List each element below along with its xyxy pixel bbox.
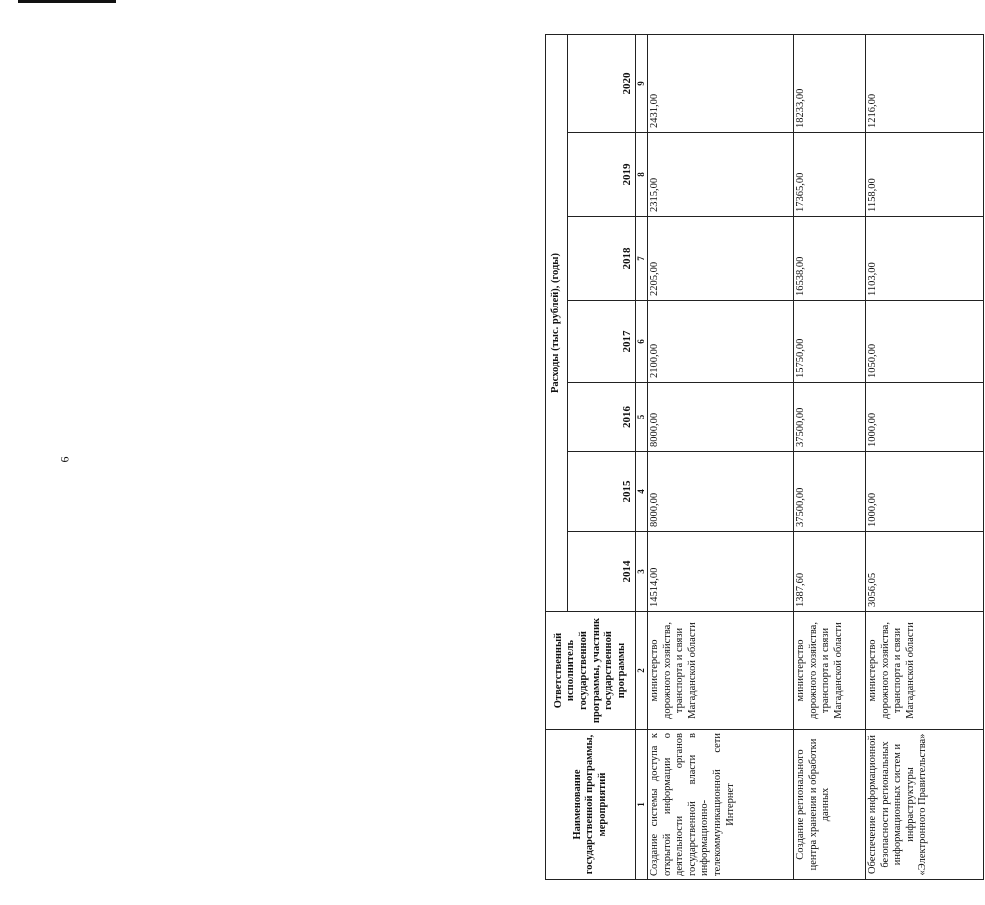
- value-cell: 3056,05: [866, 532, 984, 612]
- col-number: 1: [636, 730, 648, 880]
- row-executor: министерство дорожного хозяйства, транспорта и связи Магаданской области: [794, 612, 866, 730]
- value-cell: 1000,00: [866, 452, 984, 532]
- row-name: Обеспечение информационной безопасности региональных информационных систем и инфраструктуры «Электронного Правительства»: [866, 730, 984, 880]
- value-cell: 2205,00: [648, 217, 794, 301]
- header-year-2015: 2015: [568, 452, 636, 532]
- row-name: Создание системы доступа к открытой информации о деятельности органов государственной власти в информационно-телекоммуникационной сети Интернет: [648, 730, 794, 880]
- value-cell: 1387,60: [794, 532, 866, 612]
- value-cell: 8000,00: [648, 383, 794, 452]
- value-cell: 16538,00: [794, 217, 866, 301]
- header-year-2016: 2016: [568, 383, 636, 452]
- header-year-2014: 2014: [568, 532, 636, 612]
- row-executor: министерство дорожного хозяйства, транспорта и связи Магаданской области: [648, 612, 794, 730]
- header-year-2019: 2019: [568, 133, 636, 217]
- table-row: [866, 35, 984, 880]
- value-cell: 1103,00: [866, 217, 984, 301]
- value-cell: 14514,00: [648, 532, 794, 612]
- header-expenses: Расходы (тыс. рублей), (годы): [546, 35, 568, 612]
- col-number: 7: [636, 217, 648, 301]
- value-cell: 1216,00: [866, 35, 984, 133]
- expenses-table: [545, 34, 984, 880]
- value-cell: 8000,00: [648, 452, 794, 532]
- header-year-2018: 2018: [568, 217, 636, 301]
- row-executor: министерство дорожного хозяйства, транспорта и связи Магаданской области: [866, 612, 984, 730]
- col-number: 3: [636, 532, 648, 612]
- value-cell: 37500,00: [794, 383, 866, 452]
- top-rule: [18, 0, 116, 3]
- value-cell: 1158,00: [866, 133, 984, 217]
- header-executor: Ответственный исполнитель государственной программы, участник государственной программы: [546, 612, 636, 730]
- value-cell: 18233,00: [794, 35, 866, 133]
- col-number: 4: [636, 452, 648, 532]
- table-row: [648, 35, 794, 880]
- header-name: Наименование государственной программы, мероприятий: [546, 730, 636, 880]
- col-number: 5: [636, 383, 648, 452]
- col-number: 6: [636, 301, 648, 383]
- value-cell: 2100,00: [648, 301, 794, 383]
- col-number: 2: [636, 612, 648, 730]
- row-name: Создание регионального центра хранения и обработки данных: [794, 730, 866, 880]
- rotated-sheet: [545, 35, 985, 880]
- table-row: [794, 35, 866, 880]
- value-cell: 1050,00: [866, 301, 984, 383]
- col-number: 9: [636, 35, 648, 133]
- col-number: 8: [636, 133, 648, 217]
- value-cell: 1000,00: [866, 383, 984, 452]
- value-cell: 37500,00: [794, 452, 866, 532]
- page-number: 6: [57, 456, 72, 463]
- header-year-2020: 2020: [568, 35, 636, 133]
- value-cell: 2431,00: [648, 35, 794, 133]
- value-cell: 17365,00: [794, 133, 866, 217]
- value-cell: 15750,00: [794, 301, 866, 383]
- value-cell: 2315,00: [648, 133, 794, 217]
- header-year-2017: 2017: [568, 301, 636, 383]
